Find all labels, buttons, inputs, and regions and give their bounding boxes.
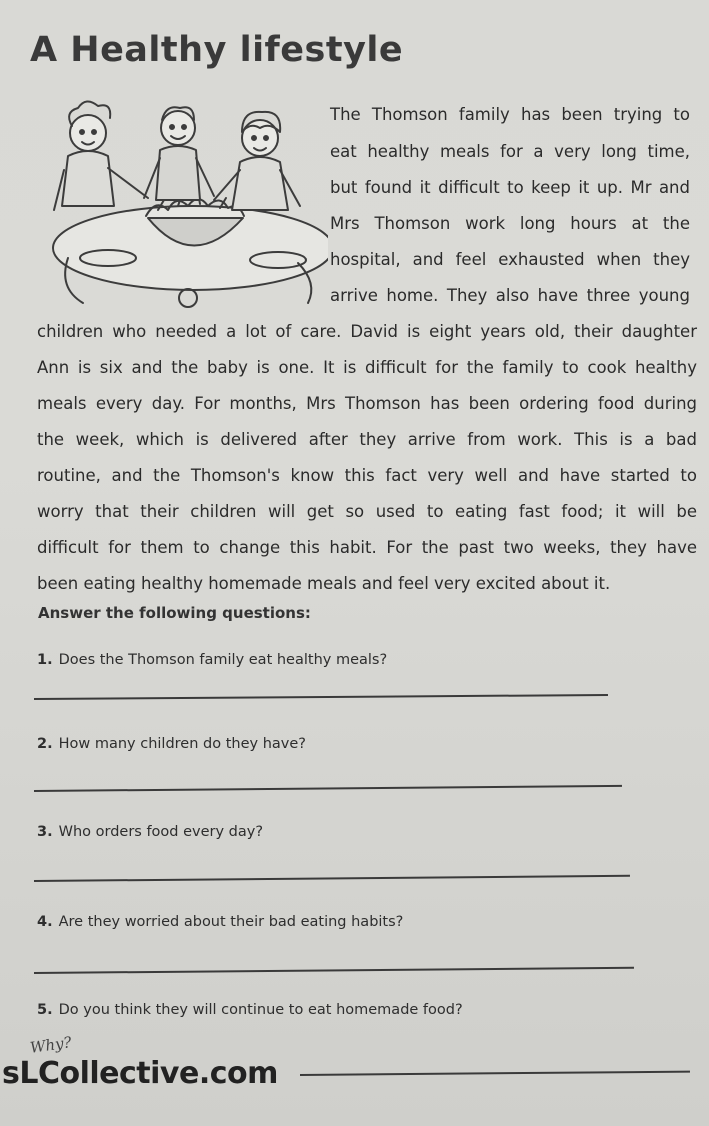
body-line: been eating healthy homemade meals and feel very excited about it. bbox=[37, 574, 611, 593]
question-text: How many children do they have? bbox=[58, 736, 306, 752]
question-number: 3. bbox=[37, 824, 53, 840]
question-5 bbox=[37, 1002, 463, 1018]
question-text: Who orders food every day? bbox=[58, 824, 264, 840]
body-line: the week, which is delivered after they arrive from work. This is a bad bbox=[37, 430, 697, 449]
answer-line-3[interactable] bbox=[34, 875, 630, 882]
body-line: difficult for them to change this habit. For the past two weeks, they have bbox=[37, 538, 697, 557]
intro-line: The Thomson family has been trying to bbox=[330, 105, 690, 124]
family-meal-illustration bbox=[28, 98, 328, 310]
body-line: worry that their children will get so used to eating fast food; it will be bbox=[37, 502, 697, 521]
question-number: 1. bbox=[37, 652, 53, 668]
answer-line-5[interactable] bbox=[300, 1071, 690, 1076]
question-1 bbox=[37, 652, 387, 668]
answer-line-4[interactable] bbox=[34, 967, 634, 974]
question-number: 4. bbox=[37, 914, 53, 930]
question-text: Are they worried about their bad eating habits? bbox=[58, 914, 404, 930]
intro-line: arrive home. They also have three young bbox=[330, 286, 690, 305]
answer-line-1[interactable] bbox=[34, 694, 608, 700]
question-number: 2. bbox=[37, 736, 53, 752]
footer-watermark: sLCollective.com bbox=[2, 1056, 278, 1091]
handwritten-note: Why? bbox=[28, 1033, 73, 1057]
question-2 bbox=[37, 736, 306, 752]
page-title: A Healthy lifestyle bbox=[30, 30, 404, 70]
body-line: children who needed a lot of care. David is eight years old, their daughter bbox=[37, 322, 697, 341]
question-text: Does the Thomson family eat healthy meals? bbox=[58, 652, 388, 668]
intro-line: eat healthy meals for a very long time, bbox=[330, 142, 690, 161]
question-4 bbox=[37, 914, 403, 930]
intro-line: but found it difficult to keep it up. Mr and bbox=[330, 178, 690, 197]
instruction-heading: Answer the following questions: bbox=[38, 604, 311, 622]
body-line: meals every day. For months, Mrs Thomson has been ordering food during bbox=[37, 394, 697, 413]
intro-line: hospital, and feel exhausted when they bbox=[330, 250, 690, 269]
question-number: 5. bbox=[37, 1002, 53, 1018]
question-3 bbox=[37, 824, 263, 840]
answer-line-2[interactable] bbox=[34, 785, 622, 792]
body-line: routine, and the Thomson's know this fact very well and have started to bbox=[37, 466, 697, 485]
question-text: Do you think they will continue to eat homemade food? bbox=[58, 1002, 463, 1018]
body-line: Ann is six and the baby is one. It is difficult for the family to cook healthy bbox=[37, 358, 697, 377]
intro-line: Mrs Thomson work long hours at the bbox=[330, 214, 690, 233]
